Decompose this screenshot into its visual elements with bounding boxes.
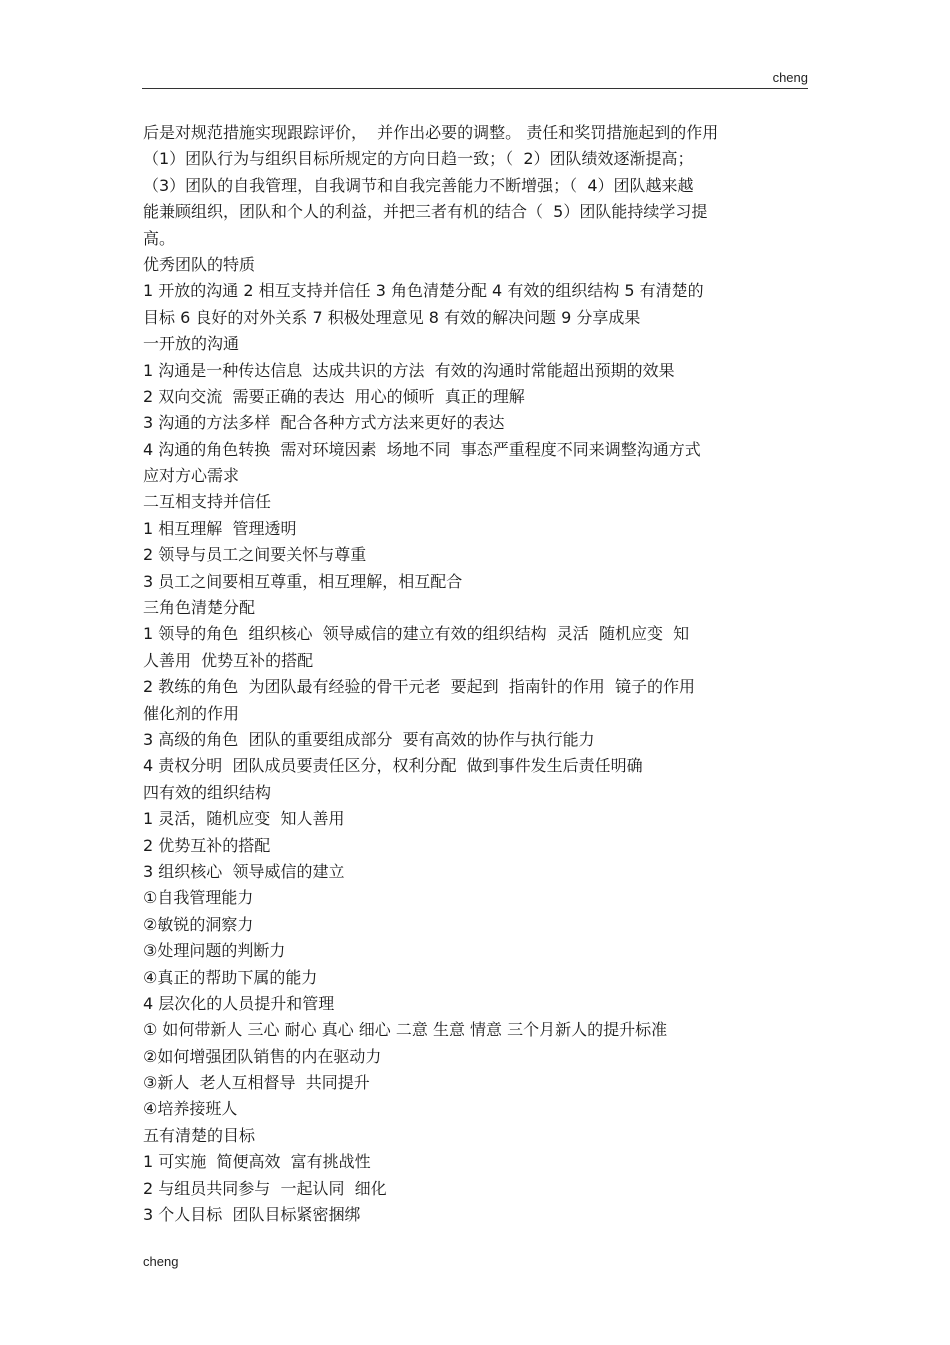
text-line: 1 相互理解 管理透明 xyxy=(143,518,297,538)
section-heading: 二互相支持并信任 xyxy=(143,492,272,512)
text-line: ③新人 老人互相督导 共同提升 xyxy=(143,1073,370,1093)
text-line: 3 高级的角色 团队的重要组成部分 要有高效的协作与执行能力 xyxy=(143,729,595,749)
text-line: 后是对规范措施实现跟踪评价， 并作出必要的调整。 责任和奖罚措施起到的作用 xyxy=(143,123,719,142)
text-line: ②敏锐的洞察力 xyxy=(143,914,254,934)
text-line: ①自我管理能力 xyxy=(143,888,254,908)
text-line: 3 员工之间要相互尊重，相互理解，相互配合 xyxy=(143,571,463,591)
text-line: 1 沟通是一种传达信息 达成共识的方法 有效的沟通时常能超出预期的效果 xyxy=(143,360,675,380)
section-heading: 优秀团队的特质 xyxy=(143,254,256,274)
text-line: 2 领导与员工之间要关怀与尊重 xyxy=(143,545,367,565)
text-line: 催化剂的作用 xyxy=(143,703,240,723)
header-divider xyxy=(142,88,808,89)
text-line: 目标 6 良好的对外关系 7 积极处理意见 8 有效的解决问题 9 分享成果 xyxy=(143,307,641,327)
text-line: ④真正的帮助下属的能力 xyxy=(143,967,318,987)
text-line: 1 开放的沟通 2 相互支持并信任 3 角色清楚分配 4 有效的组织结构 5 有清楚的 xyxy=(143,281,704,301)
text-line: 2 双向交流 需要正确的表达 用心的倾听 真正的理解 xyxy=(143,386,525,406)
text-line: 2 与组员共同参与 一起认同 细化 xyxy=(143,1178,387,1198)
text-line: （1）团队行为与组织目标所规定的方向日趋一致；（ 2）团队绩效逐渐提高； xyxy=(143,149,694,169)
text-line: 4 沟通的角色转换 需对环境因素 场地不同 事态严重程度不同来调整沟通方式 xyxy=(143,439,701,459)
text-line: ④培养接班人 xyxy=(143,1099,238,1119)
section-heading: 三角色清楚分配 xyxy=(143,598,256,618)
text-line: 应对方心需求 xyxy=(143,466,240,486)
text-line: 2 优势互补的搭配 xyxy=(143,835,271,855)
page-header: cheng xyxy=(772,70,808,85)
text-line: （3）团队的自我管理，自我调节和自我完善能力不断增强；（ 4）团队越来越 xyxy=(143,175,694,195)
text-line: ③处理问题的判断力 xyxy=(143,941,286,961)
text-line: 1 灵活，随机应变 知人善用 xyxy=(143,809,345,829)
text-line: ① 如何带新人 三心 耐心 真心 细心 二意 生意 情意 三个月新人的提升标准 xyxy=(143,1020,668,1040)
page-footer: cheng xyxy=(143,1254,179,1269)
section-heading: 一开放的沟通 xyxy=(143,334,240,354)
text-line: 人善用 优势互补的搭配 xyxy=(143,650,314,670)
document-body xyxy=(143,120,808,1228)
text-line: 2 教练的角色 为团队最有经验的骨干元老 要起到 指南针的作用 镜子的作用 xyxy=(143,677,695,697)
text-line: 高。 xyxy=(143,228,176,248)
section-heading: 四有效的组织结构 xyxy=(143,782,272,802)
text-line: 4 责权分明 团队成员要责任区分，权利分配 做到事件发生后责任明确 xyxy=(143,756,643,776)
section-heading: 五有清楚的目标 xyxy=(143,1125,256,1145)
text-line: ②如何增强团队销售的内在驱动力 xyxy=(143,1046,382,1066)
text-line: 3 沟通的方法多样 配合各种方式方法来更好的表达 xyxy=(143,413,505,433)
text-line: 能兼顾组织，团队和个人的利益，并把三者有机的结合（ 5）团队能持续学习提 xyxy=(143,202,708,222)
text-line: 4 层次化的人员提升和管理 xyxy=(143,993,335,1013)
text-line: 3 组织核心 领导威信的建立 xyxy=(143,861,345,881)
text-line: 1 领导的角色 组织核心 领导威信的建立有效的组织结构 灵活 随机应变 知 xyxy=(143,624,690,644)
text-line: 1 可实施 简便高效 富有挑战性 xyxy=(143,1152,371,1172)
text-line: 3 个人目标 团队目标紧密捆绑 xyxy=(143,1205,361,1225)
